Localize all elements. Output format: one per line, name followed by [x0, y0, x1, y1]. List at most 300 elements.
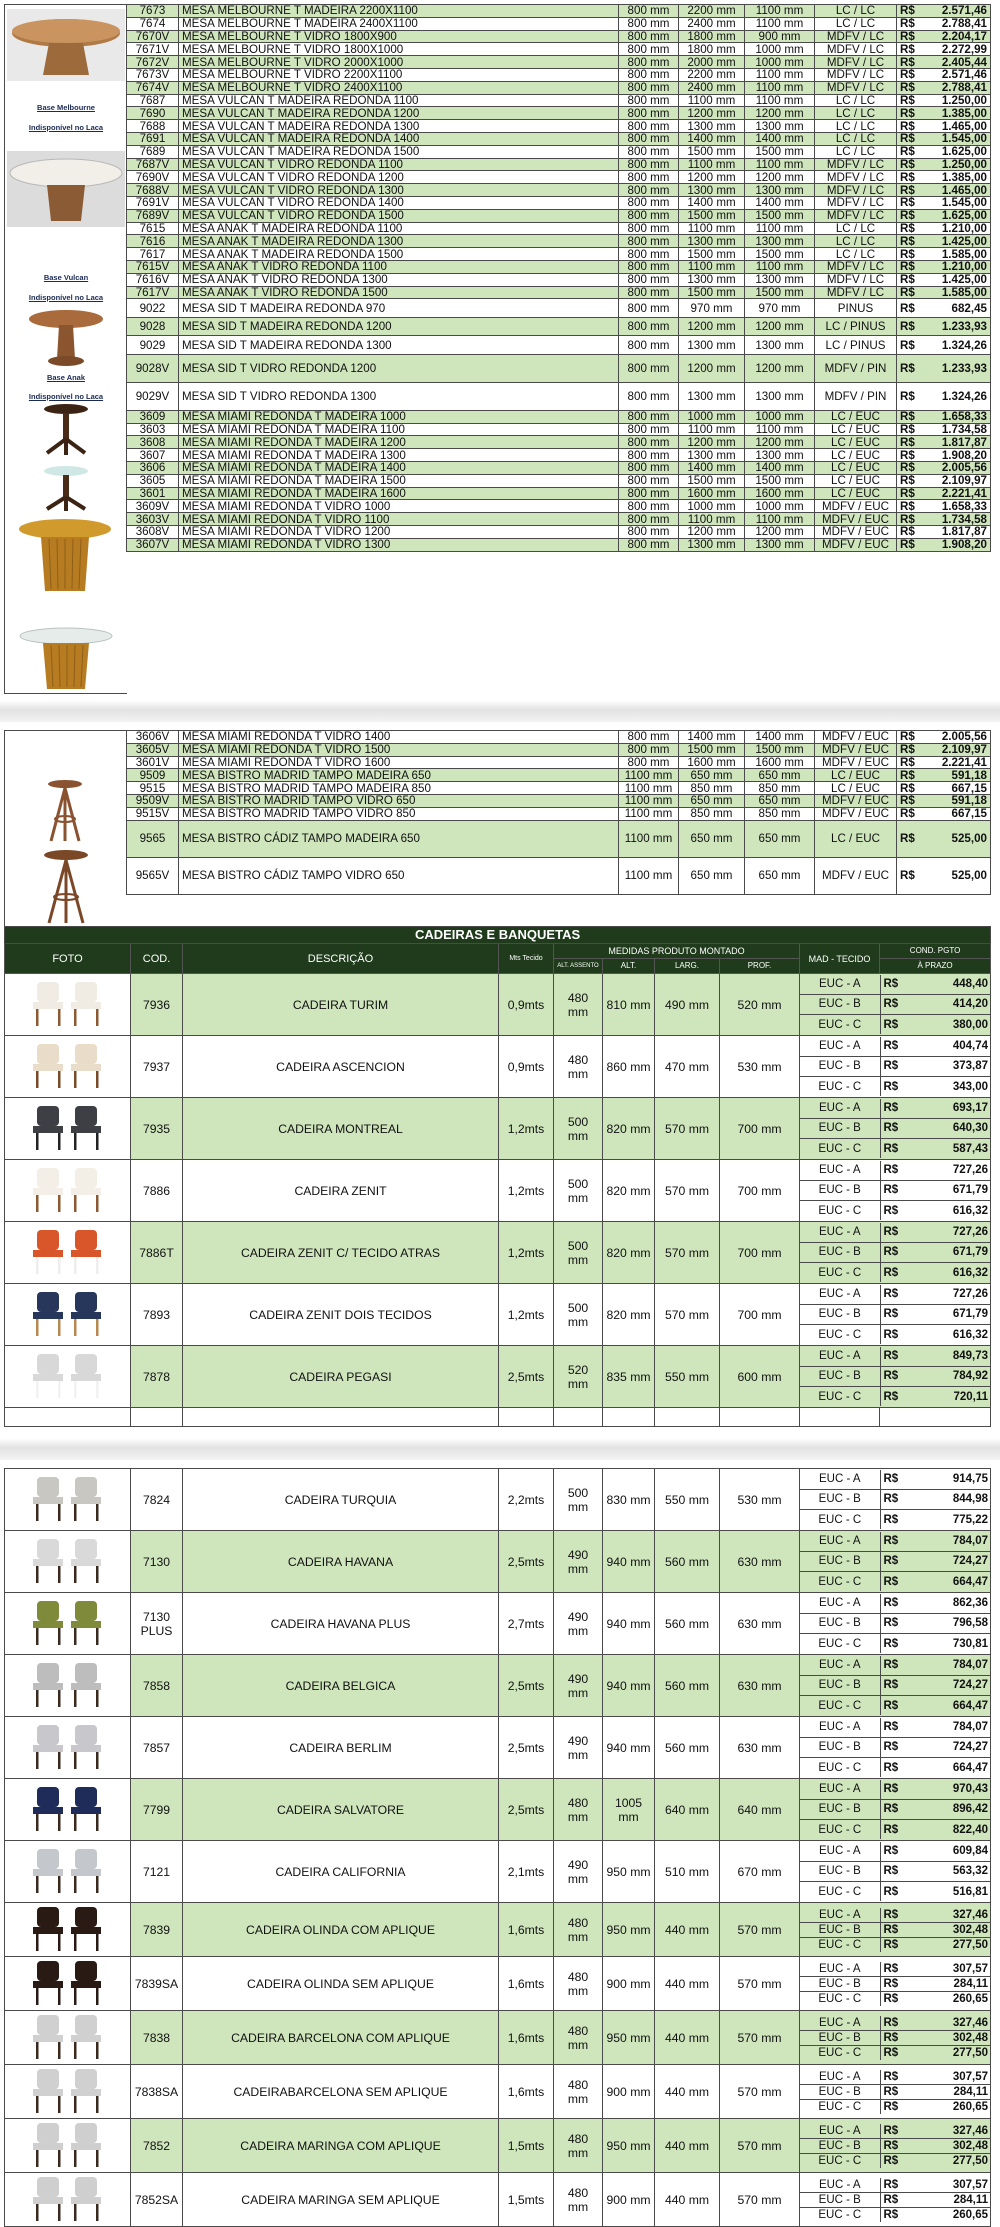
price-cell: [897, 260, 991, 273]
fabric-option-row: [800, 1077, 991, 1097]
chair-price: 664,47: [952, 1575, 988, 1588]
chair-code: 7839SA: [131, 1957, 183, 2011]
chair-price: 862,36: [918, 1594, 991, 1614]
product-code: 7615: [127, 222, 179, 235]
chair-row: [5, 2173, 991, 2227]
table-row: [127, 132, 991, 145]
material-value: LC / LC: [815, 145, 897, 158]
chair-price: 896,42: [918, 1799, 991, 1819]
height-value: 800 mm: [619, 410, 679, 423]
height-value: 800 mm: [619, 513, 679, 526]
height-value: 800 mm: [619, 731, 679, 744]
currency-label: R$: [900, 145, 915, 159]
currency-label: R$: [900, 832, 915, 846]
currency-label: R$: [900, 361, 915, 375]
seat-height: 480 mm: [554, 2173, 603, 2227]
table-row: [127, 235, 991, 248]
table-row: [127, 820, 991, 857]
col-mts-tecido: Mts Tecido: [499, 944, 554, 974]
length-value: 2200 mm: [679, 68, 745, 81]
material-value: MDFV / LC: [815, 68, 897, 81]
fabric-option-row: [800, 1758, 991, 1778]
col-prof: PROF.: [720, 959, 800, 974]
table-row: [127, 56, 991, 69]
chair-photo-cell: [5, 1160, 131, 1222]
product-description: MESA MIAMI REDONDA T VIDRO 1200: [179, 526, 619, 539]
price-cell: [897, 743, 991, 756]
chair-photo-cell: [5, 1903, 131, 1957]
currency-label: R$: [900, 338, 915, 352]
fabric-options-cell: [800, 1717, 991, 1779]
material-value: MDFV / LC: [815, 43, 897, 56]
chair-width: 440 mm: [655, 2119, 720, 2173]
width-value: 1100 mm: [745, 222, 815, 235]
price-value: 1.734,58: [941, 512, 987, 526]
product-code: 3601: [127, 487, 179, 500]
product-description: MESA MIAMI REDONDA T MADEIRA 1200: [179, 436, 619, 449]
fabric-option-row: [800, 1780, 991, 1800]
currency-label: R$: [880, 1962, 918, 1977]
fabric-option-row: [800, 1285, 991, 1305]
tables-price-table-2: [126, 730, 991, 895]
seat-height: 480 mm: [554, 1903, 603, 1957]
currency-label: R$: [880, 2192, 918, 2207]
fabric-grade: EUC - A: [800, 1594, 880, 1614]
product-code: 9029V: [127, 382, 179, 410]
chair-name: CADEIRA ZENIT DOIS TECIDOS: [183, 1284, 499, 1346]
product-code: 3606V: [127, 731, 179, 744]
fabric-grade: EUC - B: [800, 1304, 880, 1324]
height-value: 800 mm: [619, 449, 679, 462]
price-cell: [897, 436, 991, 449]
price-cell: [897, 107, 991, 120]
price-value: 1.734,58: [941, 423, 987, 436]
product-description: MESA MIAMI REDONDA T MADEIRA 1400: [179, 462, 619, 475]
currency-label: R$: [880, 994, 918, 1014]
height-value: 800 mm: [619, 94, 679, 107]
width-value: 1600 mm: [745, 756, 815, 769]
fabric-meters: 1,6mts: [499, 2011, 554, 2065]
width-value: 1100 mm: [745, 17, 815, 30]
currency-label: R$: [880, 1056, 918, 1076]
chair-price: 693,17: [918, 1099, 991, 1119]
product-code: 3605V: [127, 743, 179, 756]
fabric-grade: EUC - C: [800, 1991, 880, 2006]
currency-label: R$: [900, 234, 915, 248]
length-value: 1500 mm: [679, 209, 745, 222]
currency-label: R$: [900, 17, 915, 31]
chair-name: CADEIRA BARCELONA COM APLIQUE: [183, 2011, 499, 2065]
fabric-grade: EUC - A: [800, 975, 880, 995]
table-row: [127, 273, 991, 286]
chair-price: 307,57: [918, 2070, 991, 2085]
height-value: 800 mm: [619, 538, 679, 551]
material-value: LC / LC: [815, 94, 897, 107]
product-code: 7691V: [127, 196, 179, 209]
chair-height: 950 mm: [603, 1903, 655, 1957]
seat-height: 480 mm: [554, 974, 603, 1036]
fabric-grade: EUC - A: [800, 1908, 880, 1923]
product-description: MESA SID T VIDRO REDONDA 1300: [179, 382, 619, 410]
fabric-meters: 0,9mts: [499, 1036, 554, 1098]
currency-label: R$: [900, 81, 915, 95]
width-value: 1500 mm: [745, 743, 815, 756]
chair-height: 1005 mm: [603, 1779, 655, 1841]
fabric-grade: EUC - C: [800, 1758, 880, 1778]
seat-height: 480 mm: [554, 1036, 603, 1098]
currency-label: R$: [880, 1551, 918, 1571]
table-row: [127, 807, 991, 820]
length-value: 1200 mm: [679, 526, 745, 539]
fabric-grade: EUC - A: [800, 1037, 880, 1057]
chair-price: 616,32: [952, 1204, 988, 1217]
currency-label: R$: [883, 2154, 899, 2167]
chair-price: 844,98: [918, 1489, 991, 1509]
fabric-meters: 1,2mts: [499, 1160, 554, 1222]
price-value: 2.788,41: [941, 17, 987, 31]
product-code: 3609V: [127, 500, 179, 513]
price-cell: [897, 222, 991, 235]
product-code: 3609: [127, 410, 179, 423]
fabric-grade: EUC - B: [800, 1180, 880, 1200]
height-value: 800 mm: [619, 30, 679, 43]
table-row: [127, 222, 991, 235]
chair-code: 7937: [131, 1036, 183, 1098]
chair-price: 796,58: [918, 1613, 991, 1633]
length-value: 2200 mm: [679, 5, 745, 18]
fabric-grade: EUC - C: [800, 1510, 880, 1530]
material-value: LC / EUC: [815, 782, 897, 795]
fabric-meters: 2,5mts: [499, 1346, 554, 1408]
page-separator-2: [0, 1438, 1000, 1460]
price-cell: [897, 756, 991, 769]
seat-height: 500 mm: [554, 1098, 603, 1160]
chair-price: 784,07: [918, 1656, 991, 1676]
product-description: MESA MELBOURNE T VIDRO 2400X1100: [179, 81, 619, 94]
currency-label: R$: [880, 1908, 918, 1923]
fabric-meters: 1,2mts: [499, 1222, 554, 1284]
chair-price: 563,32: [918, 1861, 991, 1881]
width-value: 1300 mm: [745, 235, 815, 248]
price-cell: [897, 286, 991, 299]
height-value: 800 mm: [619, 260, 679, 273]
chair-price: 616,32: [952, 1328, 988, 1341]
fabric-grade: EUC - B: [800, 1366, 880, 1386]
height-value: 800 mm: [619, 743, 679, 756]
table-row: [127, 538, 991, 551]
product-code: 3606: [127, 462, 179, 475]
chair-price: 404,74: [918, 1037, 991, 1057]
chair-price: 373,87: [918, 1056, 991, 1076]
price-cell: [897, 120, 991, 133]
fabric-grade: EUC - C: [800, 1882, 880, 1902]
chair-width: 570 mm: [655, 1222, 720, 1284]
fabric-grade: EUC - C: [800, 2207, 880, 2222]
chair-name: CADEIRABARCELONA SEM APLIQUE: [183, 2065, 499, 2119]
price-value: 2.221,41: [941, 756, 987, 769]
width-value: 1400 mm: [745, 462, 815, 475]
currency-label: R$: [900, 132, 915, 146]
length-value: 1500 mm: [679, 743, 745, 756]
fabric-option-row: [800, 1908, 991, 1923]
currency-label: R$: [880, 1470, 918, 1490]
chair-price: 784,07: [918, 1718, 991, 1738]
fabric-meters: 2,5mts: [499, 1531, 554, 1593]
product-code: 9515: [127, 782, 179, 795]
price-value: 1.658,33: [941, 499, 987, 513]
currency-label: R$: [900, 301, 915, 315]
height-value: 800 mm: [619, 17, 679, 30]
width-value: 850 mm: [745, 807, 815, 820]
height-value: 800 mm: [619, 184, 679, 197]
price-cell: [897, 158, 991, 171]
material-value: MDFV / EUC: [815, 538, 897, 551]
fabric-grade: EUC - A: [800, 2178, 880, 2193]
material-value: LC / LC: [815, 235, 897, 248]
chair-code: 7852: [131, 2119, 183, 2173]
seat-height: 500 mm: [554, 1284, 603, 1346]
product-code: 7689: [127, 145, 179, 158]
price-cell: [897, 43, 991, 56]
currency-label: R$: [883, 1992, 899, 2005]
chair-depth: 530 mm: [720, 1469, 800, 1531]
chair-depth: 630 mm: [720, 1593, 800, 1655]
anak-note: Indisponível no Laca: [28, 392, 104, 401]
height-value: 800 mm: [619, 235, 679, 248]
material-value: MDFV / EUC: [815, 857, 897, 894]
chair-image: [23, 2011, 113, 2061]
height-value: 800 mm: [619, 196, 679, 209]
chair-photo-cell: [5, 1098, 131, 1160]
currency-label: R$: [900, 94, 915, 107]
currency-label: R$: [880, 1366, 918, 1386]
product-code: 3605: [127, 474, 179, 487]
fabric-option-row: [800, 1099, 991, 1119]
product-description: MESA SID T MADEIRA REDONDA 1300: [179, 336, 619, 355]
length-value: 850 mm: [679, 807, 745, 820]
price-cell: [897, 410, 991, 423]
price-value: 1.908,20: [941, 448, 987, 462]
madrid-bistro-image: [45, 779, 85, 843]
table-row: [127, 743, 991, 756]
currency-label: R$: [880, 1118, 918, 1138]
fabric-options-cell: [800, 1469, 991, 1531]
chair-price: 914,75: [918, 1470, 991, 1490]
currency-label: R$: [883, 1761, 899, 1774]
height-value: 800 mm: [619, 474, 679, 487]
melbourne-table-image: [7, 9, 125, 81]
currency-label: R$: [880, 1304, 918, 1324]
currency-label: R$: [880, 1613, 918, 1633]
fabric-options-cell: [800, 1222, 991, 1284]
width-value: 900 mm: [745, 30, 815, 43]
material-value: MDFV / LC: [815, 56, 897, 69]
fabric-grade: EUC - B: [800, 1737, 880, 1757]
currency-label: R$: [900, 730, 915, 744]
fabric-meters: 2,7mts: [499, 1593, 554, 1655]
currency-label: R$: [900, 260, 915, 274]
currency-label: R$: [880, 2070, 918, 2085]
chair-image: [23, 1845, 113, 1895]
length-value: 1300 mm: [679, 120, 745, 133]
fabric-option-row: [800, 2016, 991, 2031]
chair-depth: 570 mm: [720, 1903, 800, 1957]
currency-label: R$: [900, 781, 915, 795]
chair-photo-cell: [5, 1222, 131, 1284]
photo-column-2: [4, 730, 127, 930]
product-code: 3607V: [127, 538, 179, 551]
currency-label: R$: [883, 1885, 899, 1898]
height-value: 800 mm: [619, 209, 679, 222]
fabric-option-row: [800, 2124, 991, 2139]
price-value: 1.658,33: [941, 410, 987, 424]
chair-price: 724,27: [918, 1737, 991, 1757]
height-value: 800 mm: [619, 382, 679, 410]
price-cell: [897, 526, 991, 539]
chair-code: 7935: [131, 1098, 183, 1160]
seat-height: 490 mm: [554, 1531, 603, 1593]
vulcan-base-caption: Base Vulcan: [43, 273, 89, 282]
price-value: 1.625,00: [941, 209, 987, 223]
table-row: [127, 782, 991, 795]
price-value: 2.109,97: [941, 743, 987, 757]
width-value: 1300 mm: [745, 538, 815, 551]
currency-label: R$: [900, 389, 915, 403]
miami-glass-table-image: [17, 627, 115, 691]
fabric-option-row: [800, 1015, 991, 1035]
fabric-options-cell: [800, 2173, 991, 2227]
price-value: 2.221,41: [941, 487, 987, 500]
fabric-grade: EUC - B: [800, 1489, 880, 1509]
fabric-options-cell: [800, 1284, 991, 1346]
fabric-option-row: [800, 1675, 991, 1695]
chair-height: 950 mm: [603, 1841, 655, 1903]
table-row: [127, 474, 991, 487]
fabric-option-row: [800, 1304, 991, 1324]
chair-depth: 570 mm: [720, 2173, 800, 2227]
fabric-options-cell: [800, 2011, 991, 2065]
table-row: [127, 171, 991, 184]
product-code: 7615V: [127, 260, 179, 273]
chair-image: [23, 1783, 113, 1833]
product-code: 9565V: [127, 857, 179, 894]
currency-label: R$: [880, 1780, 918, 1800]
chair-name: CADEIRA MONTREAL: [183, 1098, 499, 1160]
material-value: LC / EUC: [815, 436, 897, 449]
fabric-option-row: [800, 1696, 991, 1716]
height-value: 800 mm: [619, 222, 679, 235]
product-description: MESA BISTRO MADRID TAMPO MADEIRA 850: [179, 782, 619, 795]
fabric-option-row: [800, 2153, 991, 2168]
length-value: 1800 mm: [679, 30, 745, 43]
table-row: [127, 107, 991, 120]
chair-price: 724,27: [918, 1551, 991, 1571]
melbourne-base-caption: Base Melbourne: [37, 103, 95, 112]
fabric-option-row: [800, 1037, 991, 1057]
currency-label: R$: [880, 2016, 918, 2031]
material-value: MDFV / PIN: [815, 382, 897, 410]
chair-row: [5, 1531, 991, 1593]
chair-width: 640 mm: [655, 1779, 720, 1841]
price-value: 1.385,00: [941, 170, 987, 184]
chair-row: [5, 974, 991, 1036]
chair-code: 7130: [131, 1531, 183, 1593]
width-value: 1100 mm: [745, 158, 815, 171]
fabric-option-row: [800, 994, 991, 1014]
currency-label: R$: [880, 2124, 918, 2139]
length-value: 1400 mm: [679, 462, 745, 475]
fabric-option-row: [800, 1842, 991, 1862]
price-cell: [897, 820, 991, 857]
material-value: PINUS: [815, 299, 897, 318]
chair-depth: 570 mm: [720, 2011, 800, 2065]
fabric-meters: 1,6mts: [499, 2065, 554, 2119]
chair-height: 820 mm: [603, 1098, 655, 1160]
fabric-option-row: [800, 1263, 991, 1283]
chair-price: 587,43: [952, 1142, 988, 1155]
product-code: 7670V: [127, 30, 179, 43]
currency-label: R$: [900, 119, 915, 133]
fabric-option-row: [800, 1799, 991, 1819]
height-value: 800 mm: [619, 158, 679, 171]
chair-image: [23, 1957, 113, 2007]
fabric-option-row: [800, 1962, 991, 1977]
currency-label: R$: [900, 448, 915, 462]
height-value: 800 mm: [619, 120, 679, 133]
currency-label: R$: [900, 170, 915, 184]
height-value: 800 mm: [619, 462, 679, 475]
product-code: 7690V: [127, 171, 179, 184]
length-value: 1000 mm: [679, 500, 745, 513]
chair-width: 550 mm: [655, 1346, 720, 1408]
chair-depth: 700 mm: [720, 1284, 800, 1346]
width-value: 1300 mm: [745, 336, 815, 355]
chair-row: [5, 1903, 991, 1957]
product-code: 3608: [127, 436, 179, 449]
chair-price: 784,92: [918, 1366, 991, 1386]
price-cell: [897, 68, 991, 81]
chair-row: [5, 2065, 991, 2119]
fabric-grade: EUC - B: [800, 1861, 880, 1881]
product-description: MESA VULCAN T VIDRO REDONDA 1500: [179, 209, 619, 222]
chair-code: 7852SA: [131, 2173, 183, 2227]
product-description: MESA ANAK T MADEIRA REDONDA 1300: [179, 235, 619, 248]
product-description: MESA BISTRO CÁDIZ TAMPO MADEIRA 650: [179, 820, 619, 857]
chair-name: CADEIRA HAVANA PLUS: [183, 1593, 499, 1655]
material-value: LC / EUC: [815, 474, 897, 487]
table-row: [127, 857, 991, 894]
product-code: 3603V: [127, 513, 179, 526]
table-row: [127, 260, 991, 273]
price-value: 1.425,00: [941, 234, 987, 248]
price-cell: [897, 248, 991, 261]
product-description: MESA MIAMI REDONDA T VIDRO 1500: [179, 743, 619, 756]
fabric-grade: EUC - A: [800, 1285, 880, 1305]
chair-name: CADEIRA BELGICA: [183, 1655, 499, 1717]
seat-height: 490 mm: [554, 1655, 603, 1717]
chair-row: [5, 1469, 991, 1531]
chair-width: 570 mm: [655, 1160, 720, 1222]
fabric-grade: EUC - A: [800, 1962, 880, 1977]
fabric-grade: EUC - C: [800, 1325, 880, 1345]
width-value: 1500 mm: [745, 145, 815, 158]
width-value: 1100 mm: [745, 423, 815, 436]
price-value: 1.233,93: [941, 320, 987, 334]
fabric-option-row: [800, 1991, 991, 2006]
fabric-option-row: [800, 1861, 991, 1881]
chair-image: [23, 1040, 113, 1090]
chair-width: 440 mm: [655, 2011, 720, 2065]
